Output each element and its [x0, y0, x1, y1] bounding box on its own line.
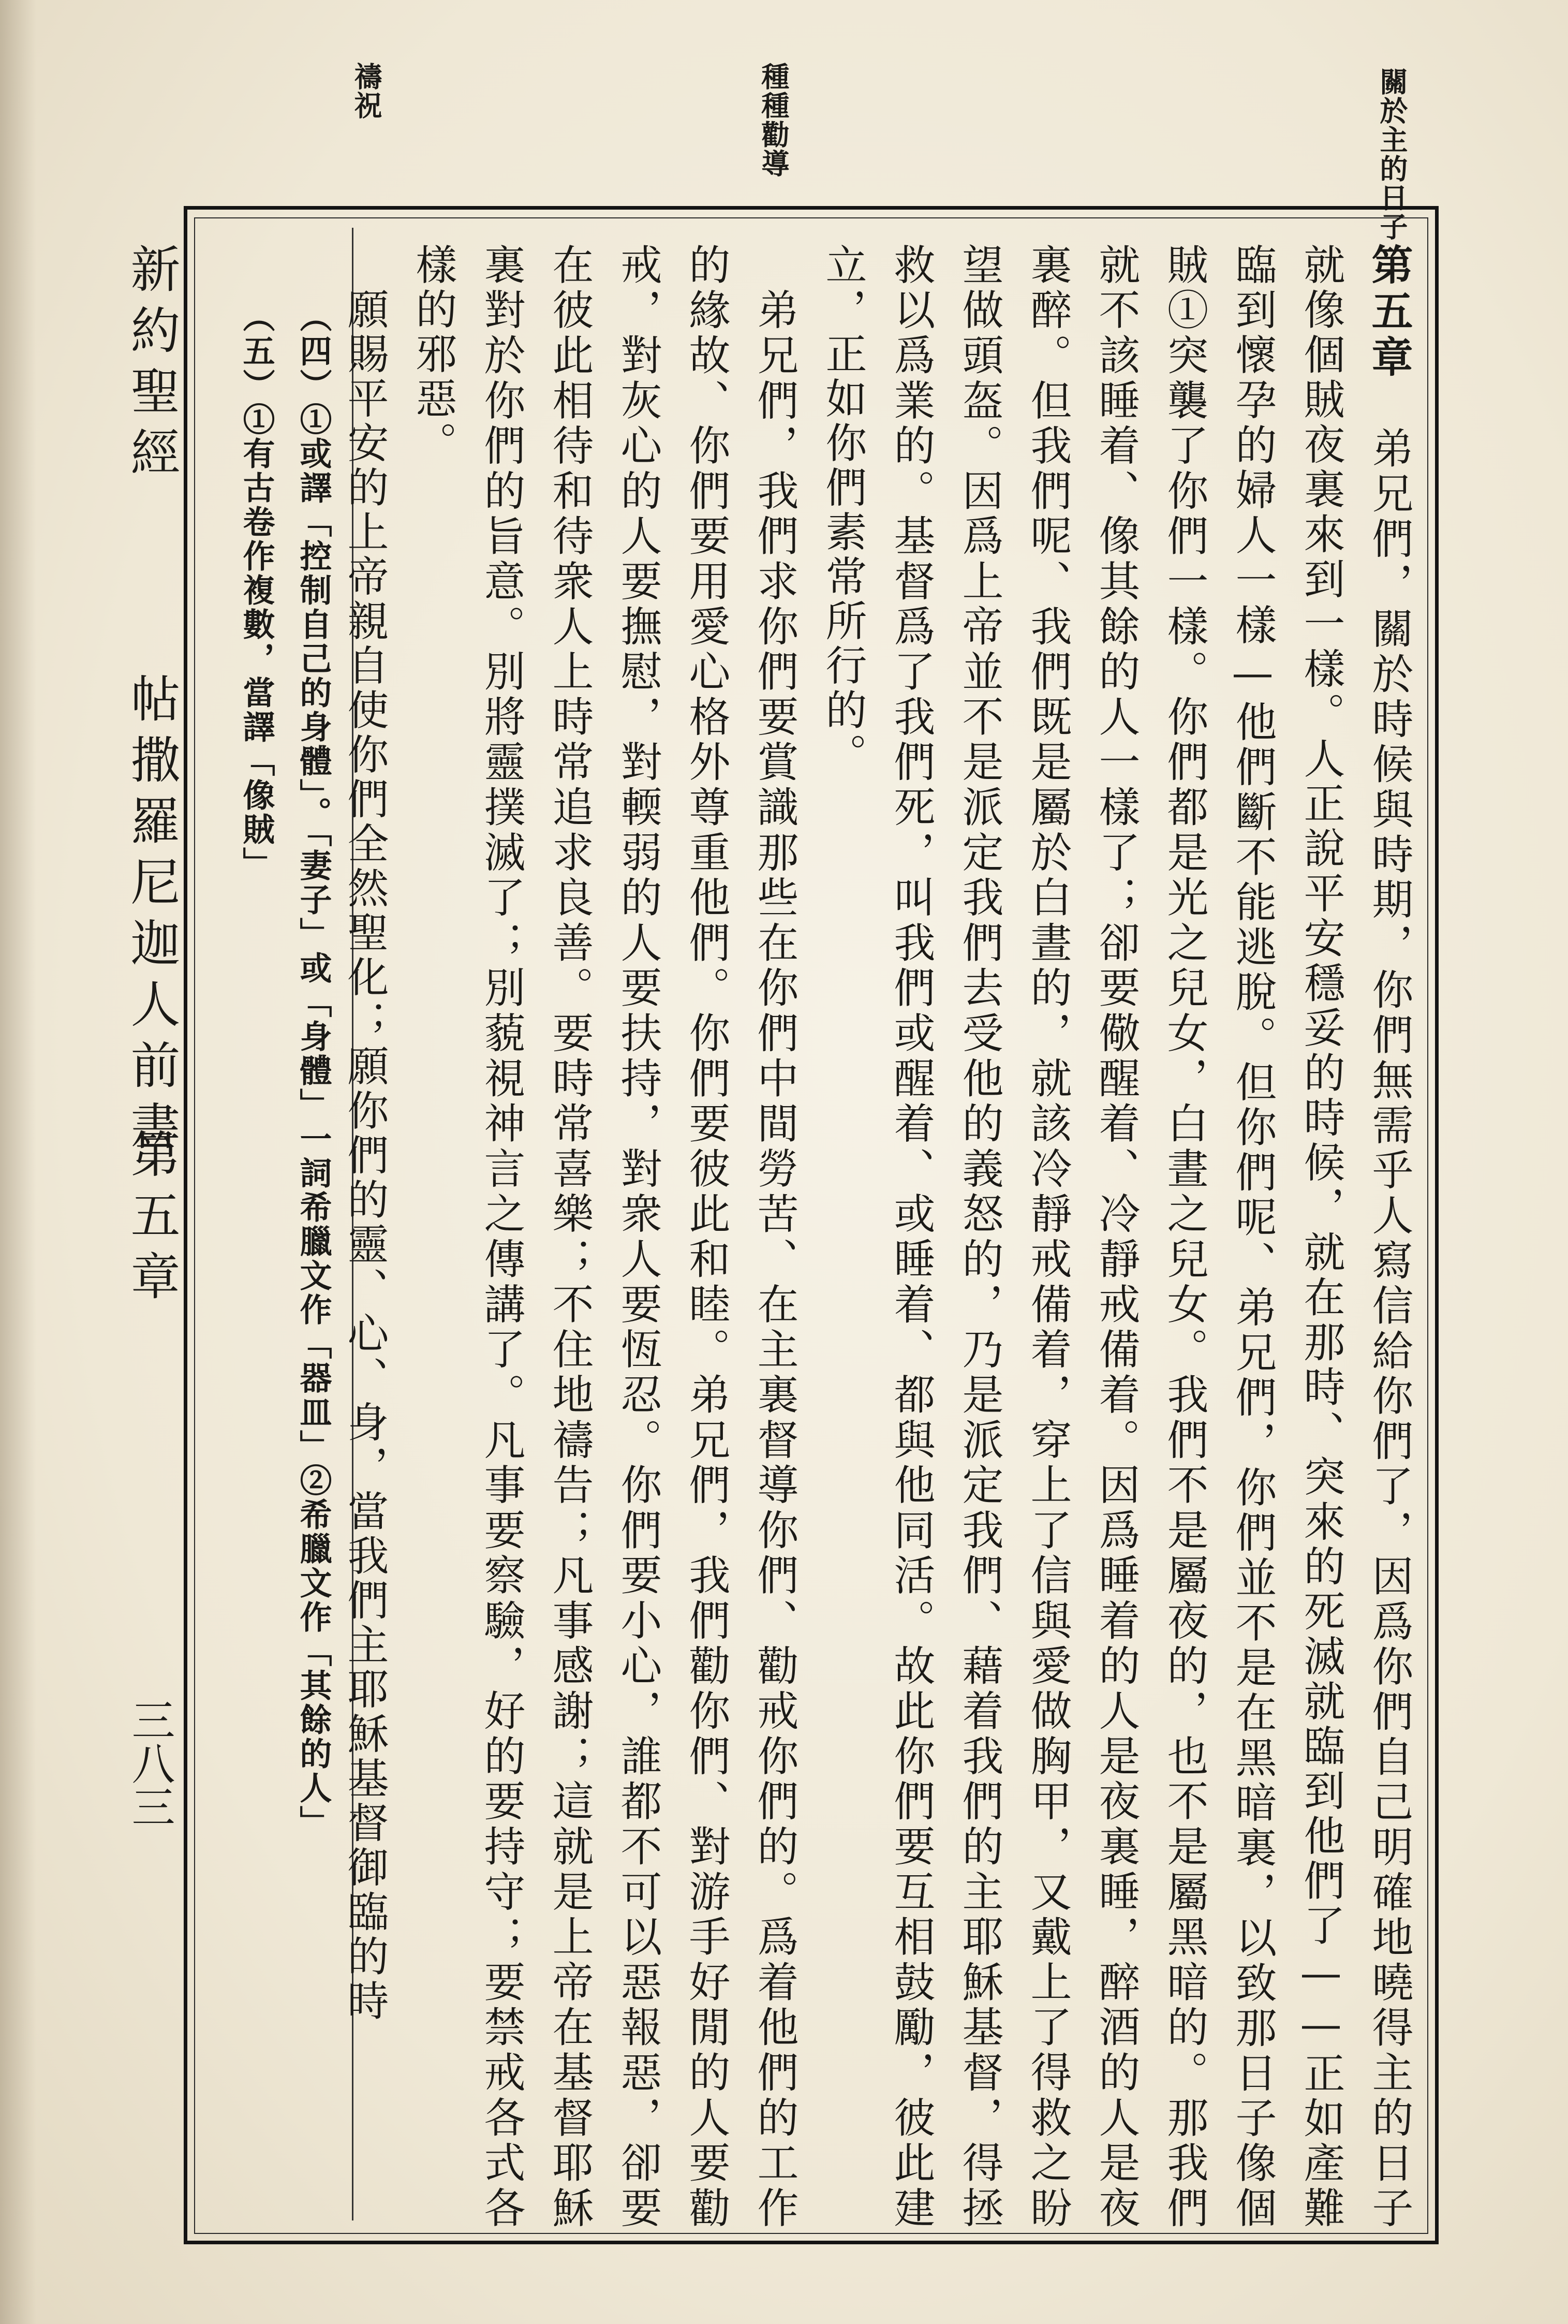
binding-shadow — [0, 0, 36, 2324]
chapter-paragraph-1 — [808, 243, 1423, 2231]
footnotes — [223, 300, 342, 2215]
margin-chapter: 第五章 — [123, 1128, 181, 1312]
chapter-paragraph-2 — [398, 243, 808, 2231]
footnote-4: （四）①或譯「控制自己的身體」。「妻子」或「身體」一詞希臘文作「器皿」②希臘文作「其餘的人」 — [294, 300, 332, 1840]
running-header-left: 禱祝 — [350, 62, 383, 120]
page-number: 三八三 — [125, 1698, 175, 1828]
paragraph-text: 弟兄們，我們求你們要賞識那些在你們中間勞苦、在主裏督導你們、勸戒你們的。爲着他們的工作的緣故、你們要用愛心格外尊重他們。你們要彼此和睦。弟兄們，我們勸你們、對游手好閒的人要勸戒，對灰心的人要撫慰，對輭弱的人要扶持，對衆人要恆忍。你們要小心，誰都不可以惡報惡，卻要在彼此相待和待衆人上時常追求良善。要時常喜樂；不住地禱告；凡事感謝；這就是上帝在基督耶穌裏對於你們的旨意。別將靈撲滅了；別藐視神言之傳講了。凡事要察驗，好的要持守；要禁戒各式各樣的邪惡。 — [409, 243, 798, 2231]
paragraph-text: 弟兄們，關於時候與時期，你們無需乎人寫信給你們了，因爲你們自己明確地曉得主的日子就像個賊夜裏來到一樣。人正說平安穩妥的時候，就在那時、突來的死滅就臨到他們了——正如產難臨到懷孕的婦人一樣—他們斷不能逃脫。但你們呢、弟兄們，你們並不是在黑暗裏，以致那日子像個賊①突襲了你們一樣。你們都是光之兒女，白晝之兒女。我們不是屬夜的，也不是屬黑暗的。那我們就不該睡着、像其餘的人一樣了；卻要儆醒着、冷靜戒備着。因爲睡着的人是夜裏睡，醉酒的人是夜裏醉。但我們呢、我們既是屬於白晝的，就該冷靜戒備着，穿上了信與愛做胸甲，又戴上了得救之盼望做頭盔。因爲上帝並不是派定我們去受他的義怒的，乃是派定我們、藉着我們的主耶穌基督，得拯救以爲業的。基督爲了我們死，叫我們或醒着、或睡着、都與他同活。故此你們要互相鼓勵，彼此建立，正如你們素常所行的。 — [819, 243, 1413, 2231]
body-text — [341, 243, 1423, 2231]
paragraph-text: 願賜平安的上帝親自使你們全然聖化；願你們的靈、心、身，當我們主耶穌基督御臨的時 — [341, 288, 389, 2024]
margin-epistle-title: 帖撒羅尼迦人前書 — [123, 673, 181, 1161]
chapter-heading: 第五章 — [1365, 243, 1413, 382]
margin-book-title: 新約聖經 — [123, 243, 181, 488]
running-header-right: 關於主的日子 — [1375, 67, 1409, 241]
running-header-middle: 種種勸導 — [757, 62, 790, 178]
footnote-5: （五）①有古卷作複數，當譯「像賊」 — [238, 300, 275, 881]
